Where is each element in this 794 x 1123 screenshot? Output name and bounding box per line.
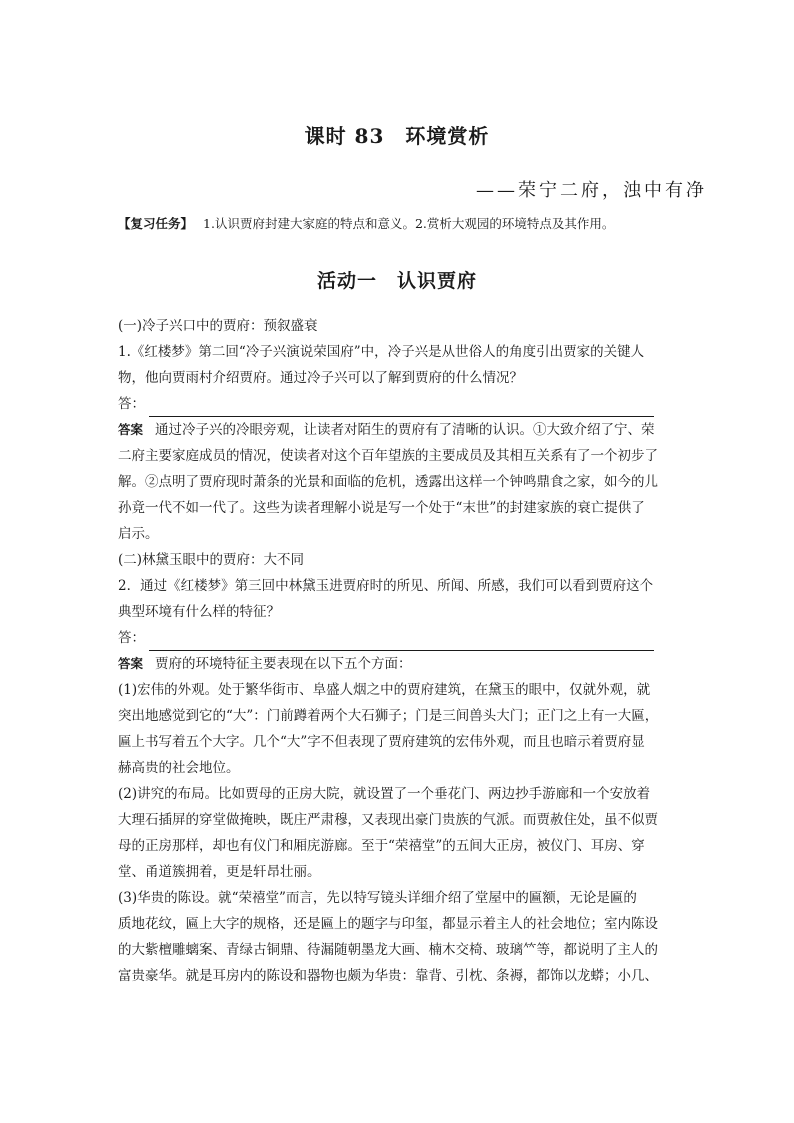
review-tasks-text: 1.认识贾府封建大家庭的特点和意义。2.赏析大观园的环境特点及其作用。 bbox=[203, 216, 615, 231]
lesson-title: 课时 83 环境赏析 bbox=[304, 124, 490, 148]
answer-1-line-4: 孙竟一代不如一代了。这些为读者理解小说是写一个处于“末世”的封建家族的衰亡提供了 bbox=[118, 500, 645, 516]
review-tasks bbox=[118, 214, 614, 232]
point-1-line-2: 突出地感觉到它的“大”：门前蹲着两个大石狮子；门是三间兽头大门；正门之上有一大匾， bbox=[118, 708, 659, 724]
question-2-line-1: 2．通过《红楼梦》第三回中林黛玉进贾府时的所见、所闻、所感，我们可以看到贾府这个 bbox=[118, 578, 654, 594]
section-heading-1: (一)冷子兴口中的贾府：预叙盛衰 bbox=[118, 318, 318, 334]
answer-1-line-2: 二府主要家庭成员的情况，使读者对这个百年望族的主要成员及其相互关系有了一个初步了 bbox=[118, 448, 658, 464]
section-heading-2: (二)林黛玉眼中的贾府：大不同 bbox=[118, 552, 305, 568]
body-text bbox=[118, 313, 678, 989]
activity-heading: 活动一 认识贾府 bbox=[316, 270, 477, 292]
question-1-line-1: 1.《红楼梦》第二回“冷子兴演说荣国府”中，冷子兴是从世俗人的角度引出贾家的关键人 bbox=[118, 344, 645, 360]
point-2-line-2: 大理石插屏的穿堂做掩映，既庄严肃穆，又表现出豪门贵族的气派。而贾赦住处，虽不似贾 bbox=[118, 812, 658, 828]
answer-1-line-1: 答案 通过冷子兴的冷眼旁观，让读者对陌生的贾府有了清晰的认识。①大致介绍了宁、荣 bbox=[118, 422, 655, 438]
point-3-line-3: 的大紫檀雕螭案、青绿古铜鼎、待漏随朝墨龙大画、楠木交椅、玻璃𥫗等，都说明了主人的 bbox=[118, 942, 658, 958]
answer-blank-label: 答： bbox=[118, 396, 145, 412]
answer-2-intro: 答案 贾府的环境特征主要表现在以下五个方面： bbox=[118, 656, 412, 672]
point-1-line-1: (1)宏伟的外观。处于繁华街市、阜盛人烟之中的贾府建筑，在黛玉的眼中，仅就外观，就 bbox=[118, 682, 651, 698]
answer-label: 答案 bbox=[118, 656, 144, 671]
answer-label: 答案 bbox=[118, 422, 144, 437]
point-2-line-4: 堂、甬道簇拥着，更是轩昂壮丽。 bbox=[118, 864, 321, 880]
answer-blank-1 bbox=[118, 391, 678, 417]
review-tasks-tag: 【复习任务】 bbox=[118, 216, 194, 231]
question-2-line-2: 典型环境有什么样的特征？ bbox=[118, 604, 280, 620]
lesson-subtitle: ——荣宁二府，浊中有净 bbox=[476, 180, 707, 201]
answer-line[interactable] bbox=[149, 398, 654, 417]
point-1-line-4: 赫高贵的社会地位。 bbox=[118, 760, 240, 776]
point-1-line-3: 匾上书写着五个大字。几个“大”字不但表现了贾府建筑的宏伟外观，而且也暗示着贾府显 bbox=[118, 734, 645, 750]
answer-line[interactable] bbox=[149, 632, 654, 651]
question-1-line-2: 物，他向贾雨村介绍贾府。通过冷子兴可以了解到贾府的什么情况？ bbox=[118, 370, 523, 386]
answer-blank-2 bbox=[118, 625, 678, 651]
point-3-line-4: 富贵豪华。就是耳房内的陈设和器物也颇为华贵：靠背、引枕、条褥，都饰以龙蟒；小几、 bbox=[118, 968, 658, 984]
point-3-line-1: (3)华贵的陈设。就“荣禧堂”而言，先以特写镜头详细介绍了堂屋中的匾额，无论是匾的 bbox=[118, 890, 637, 906]
point-2-line-3: 母的正房那样，却也有仪门和厢庑游廊。至于“荣禧堂”的五间大正房，被仪门、耳房、穿 bbox=[118, 838, 645, 854]
answer-1-line-3: 解。②点明了贾府现时萧条的光景和面临的危机，透露出这样一个钟鸣鼎食之家，如今的儿 bbox=[118, 474, 658, 490]
point-2-line-1: (2)讲究的布局。比如贾母的正房大院，就设置了一个垂花门、两边抄手游廊和一个安放着 bbox=[118, 786, 651, 802]
point-3-line-2: 质地花纹，匾上大字的规格，还是匾上的题字与印玺，都显示着主人的社会地位；室内陈设 bbox=[118, 916, 658, 932]
answer-1-line-5: 启示。 bbox=[118, 526, 159, 542]
answer-blank-label: 答： bbox=[118, 630, 145, 646]
